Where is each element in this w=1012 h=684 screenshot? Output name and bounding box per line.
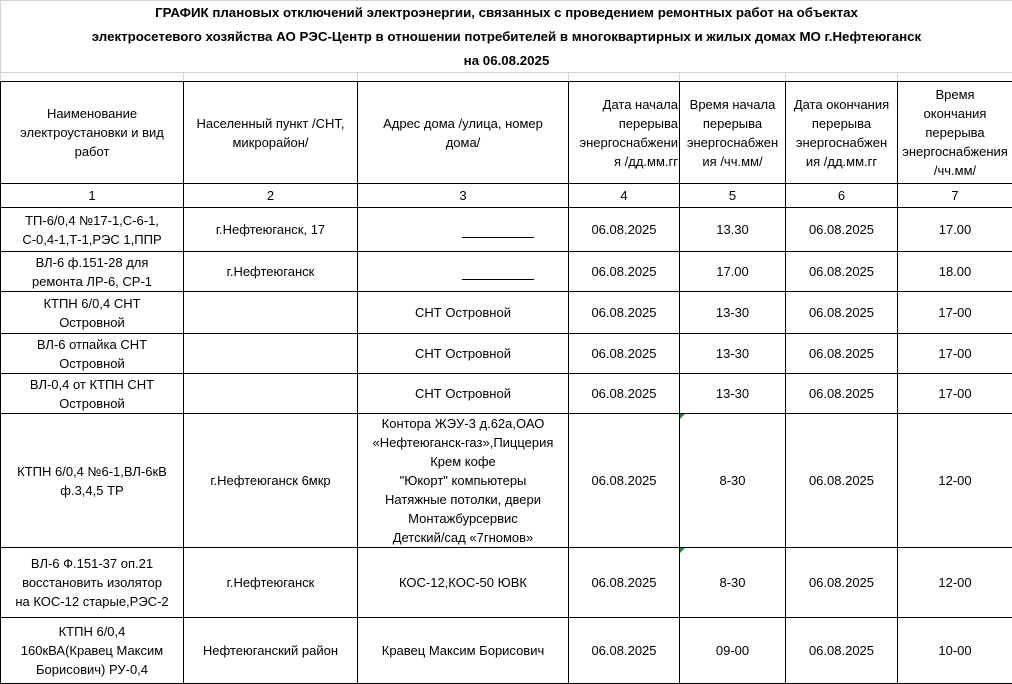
address-cell[interactable] [358, 618, 569, 684]
header-locality[interactable] [184, 82, 358, 184]
installation-cell-line: ВЛ-6 Ф.151-37 оп.21 [2, 554, 182, 573]
table-row [1, 252, 1012, 292]
end-time-cell[interactable]: 17-00 [898, 292, 1012, 334]
installation-cell-line: ВЛ-6 отпайка СНТ [2, 335, 182, 354]
start-time-cell[interactable]: 8-30 [680, 414, 786, 548]
header-end-date[interactable] [786, 82, 898, 184]
installation-cell-line: КТПН 6/0,4 СНТ [2, 294, 182, 313]
header-start-time[interactable] [680, 82, 786, 184]
start-time-cell[interactable]: 13-30 [680, 374, 786, 414]
locality-cell[interactable]: г.Нефтеюганск [184, 252, 358, 292]
installation-cell-line: 160кВА(Кравец Максим [2, 641, 182, 660]
installation-cell-line: на КОС-12 старые,РЭС-2 [2, 592, 182, 611]
column-number-row [1, 184, 1012, 208]
start-date-cell[interactable]: 06.08.2025 [569, 548, 680, 618]
locality-cell[interactable] [184, 374, 358, 414]
header-text-line: Дата начала [570, 95, 678, 114]
empty-cell[interactable] [1, 73, 184, 82]
empty-cell[interactable] [184, 73, 358, 82]
header-text-line: Населенный пункт /СНТ, [185, 114, 356, 133]
installation-cell-line: КТПН 6/0,4 №6-1,ВЛ-6кВ [2, 462, 182, 481]
title-line-3[interactable]: на 06.08.2025 [1, 49, 1012, 73]
start-time-cell[interactable]: 13-30 [680, 334, 786, 374]
address-cell-line: «Нефтеюганск-газ»,Пиццерия [359, 433, 567, 452]
header-row [1, 82, 1012, 184]
start-time-cell[interactable]: 8-30 [680, 548, 786, 618]
header-text-line: /чч.мм/ [899, 161, 1011, 180]
header-text-line: дома/ [359, 133, 567, 152]
header-end-time[interactable] [898, 82, 1012, 184]
start-time-cell[interactable]: 13.30 [680, 208, 786, 252]
title-line-2[interactable]: электросетевого хозяйства АО РЭС-Центр в отношении потребителей в многоквартирных и жилых домах МО г.Нефтеюганск [1, 25, 1012, 49]
installation-cell-line: ф.3,4,5 ТР [2, 481, 182, 500]
start-time-cell[interactable]: 13-30 [680, 292, 786, 334]
header-installation[interactable] [1, 82, 184, 184]
column-number[interactable]: 2 [184, 184, 358, 208]
empty-cell[interactable] [569, 73, 680, 82]
installation-cell[interactable] [1, 208, 184, 252]
header-text-line: электроустановки и вид [2, 123, 182, 142]
address-cell-line: Крем кофе [359, 452, 567, 471]
locality-cell[interactable]: г.Нефтеюганск [184, 548, 358, 618]
table-row [1, 292, 1012, 334]
installation-cell-line: Островной [2, 394, 182, 413]
address-cell-line: Монтажбурсервис [359, 509, 567, 528]
address-cell-line: Натяжные потолки, двери [359, 490, 567, 509]
header-text-line: ия /дд.мм.гг [787, 152, 896, 171]
address-cell[interactable] [358, 374, 569, 414]
address-cell-line: Контора ЖЭУ-3 д.62а,ОАО [359, 414, 567, 433]
installation-cell-line: С-0,4-1,Т-1,РЭС 1,ППР [2, 230, 182, 249]
installation-cell-line: ТП-6/0,4 №17-1,С-6-1, [2, 211, 182, 230]
end-time-cell[interactable]: 10-00 [898, 618, 1012, 684]
header-text-line: микрорайон/ [185, 133, 356, 152]
address-cell-line: Детский/сад «7гномов» [359, 528, 567, 547]
installation-cell-line: ВЛ-0,4 от КТПН СНТ [2, 375, 182, 394]
address-cell-line: Кравец Максим Борисович [359, 641, 567, 660]
installation-cell-line: Борисович) РУ-0,4 [2, 660, 182, 679]
header-text-line: энергоснабжен [681, 133, 784, 152]
installation-cell[interactable] [1, 334, 184, 374]
locality-cell[interactable]: Нефтеюганский район [184, 618, 358, 684]
installation-cell[interactable] [1, 548, 184, 618]
address-cell[interactable] [358, 208, 569, 252]
header-text-line: работ [2, 142, 182, 161]
start-date-cell[interactable]: 06.08.2025 [569, 618, 680, 684]
start-date-cell[interactable]: 06.08.2025 [569, 414, 680, 548]
header-text-line: Дата окончания [787, 95, 896, 114]
address-cell[interactable] [358, 334, 569, 374]
end-date-cell[interactable]: 06.08.2025 [786, 414, 898, 548]
start-time-cell[interactable]: 17.00 [680, 252, 786, 292]
header-text-line: перерыва [899, 123, 1011, 142]
installation-cell[interactable] [1, 618, 184, 684]
header-text-line: Наименование [2, 104, 182, 123]
blank-underline [462, 265, 534, 280]
installation-cell[interactable] [1, 252, 184, 292]
header-start-date[interactable] [569, 82, 680, 184]
installation-cell-line: ремонта ЛР-6, СР-1 [2, 272, 182, 291]
title-row-2 [1, 25, 1012, 49]
start-date-cell[interactable]: 06.08.2025 [569, 334, 680, 374]
blank-underline [462, 223, 534, 238]
installation-cell-line: КТПН 6/0,4 [2, 622, 182, 641]
table-row [1, 208, 1012, 252]
header-text-line: перерыва [570, 114, 678, 133]
header-text-line: Время [899, 85, 1011, 104]
end-date-cell[interactable]: 06.08.2025 [786, 334, 898, 374]
end-date-cell[interactable]: 06.08.2025 [786, 252, 898, 292]
address-cell[interactable] [358, 414, 569, 548]
header-text-line: энергоснабжения [899, 142, 1011, 161]
end-time-cell[interactable]: 18.00 [898, 252, 1012, 292]
header-text-line: перерыва [681, 114, 784, 133]
installation-cell-line: Островной [2, 313, 182, 332]
locality-cell[interactable] [184, 292, 358, 334]
column-number[interactable]: 4 [569, 184, 680, 208]
installation-cell-line: ВЛ-6 ф.151-28 для [2, 253, 182, 272]
header-text-line: перерыва [787, 114, 896, 133]
end-date-cell[interactable]: 06.08.2025 [786, 618, 898, 684]
table-row [1, 618, 1012, 684]
header-text-line: окончания [899, 104, 1011, 123]
end-date-cell[interactable]: 06.08.2025 [786, 208, 898, 252]
start-time-cell[interactable]: 09-00 [680, 618, 786, 684]
start-date-cell[interactable]: 06.08.2025 [569, 208, 680, 252]
table-row [1, 374, 1012, 414]
end-date-cell[interactable]: 06.08.2025 [786, 374, 898, 414]
spacer-row [1, 73, 1012, 82]
start-date-cell[interactable]: 06.08.2025 [569, 292, 680, 334]
address-cell-line: СНТ Островной [359, 344, 567, 363]
address-cell[interactable] [358, 548, 569, 618]
address-cell-line: КОС-12,КОС-50 ЮВК [359, 573, 567, 592]
installation-cell-line: Островной [2, 354, 182, 373]
header-text-line: ия /чч.мм/ [681, 152, 784, 171]
column-number[interactable]: 3 [358, 184, 569, 208]
installation-cell-line: восстановить изолятор [2, 573, 182, 592]
installation-cell[interactable] [1, 414, 184, 548]
header-text-line: я /дд.мм.гг [570, 152, 678, 171]
table-row [1, 414, 1012, 548]
header-address[interactable] [358, 82, 569, 184]
title-line-1[interactable]: ГРАФИК плановых отключений электроэнергии, связанных с проведением ремонтных работ на объектах [1, 1, 1012, 25]
column-number[interactable]: 7 [898, 184, 1012, 208]
header-text-line: Адрес дома /улица, номер [359, 114, 567, 133]
empty-cell[interactable] [358, 73, 569, 82]
header-text-line: энергоснабжени [570, 133, 678, 152]
locality-cell[interactable]: г.Нефтеюганск, 17 [184, 208, 358, 252]
address-cell-line: СНТ Островной [359, 384, 567, 403]
end-time-cell[interactable]: 12-00 [898, 548, 1012, 618]
column-number[interactable]: 5 [680, 184, 786, 208]
schedule-body [1, 208, 1012, 684]
end-date-cell[interactable]: 06.08.2025 [786, 548, 898, 618]
installation-cell[interactable] [1, 374, 184, 414]
end-time-cell[interactable]: 17.00 [898, 208, 1012, 252]
start-date-cell[interactable]: 06.08.2025 [569, 374, 680, 414]
start-date-cell[interactable]: 06.08.2025 [569, 252, 680, 292]
address-cell[interactable] [358, 252, 569, 292]
end-time-cell[interactable]: 17-00 [898, 334, 1012, 374]
locality-cell[interactable] [184, 334, 358, 374]
table-row [1, 548, 1012, 618]
address-cell-line: "Юкорт" компьютеры [359, 471, 567, 490]
empty-cell[interactable] [786, 73, 898, 82]
empty-cell[interactable] [680, 73, 786, 82]
address-cell-line: СНТ Островной [359, 303, 567, 322]
header-text-line: энергоснабжен [787, 133, 896, 152]
title-row-1 [1, 1, 1012, 25]
end-time-cell[interactable]: 12-00 [898, 414, 1012, 548]
installation-cell[interactable] [1, 292, 184, 334]
column-number[interactable]: 6 [786, 184, 898, 208]
empty-cell[interactable] [898, 73, 1012, 82]
address-cell[interactable] [358, 292, 569, 334]
table-row [1, 334, 1012, 374]
end-time-cell[interactable]: 17-00 [898, 374, 1012, 414]
header-text-line: Время начала [681, 95, 784, 114]
end-date-cell[interactable]: 06.08.2025 [786, 292, 898, 334]
title-row-3 [1, 49, 1012, 73]
column-number[interactable]: 1 [1, 184, 184, 208]
locality-cell[interactable]: г.Нефтеюганск 6мкр [184, 414, 358, 548]
